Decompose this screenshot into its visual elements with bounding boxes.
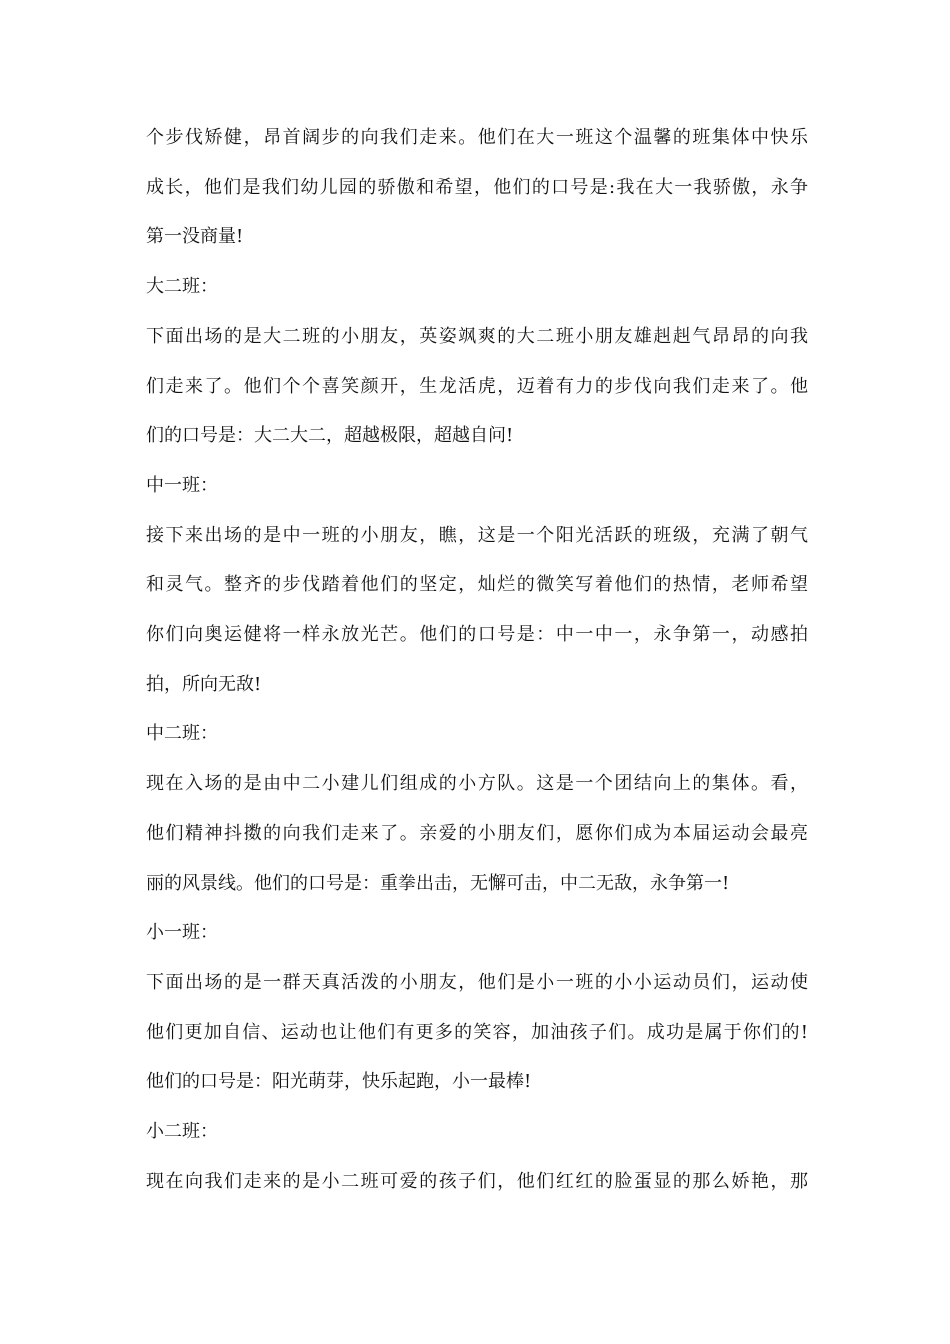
section-heading-zhong-er-ban: 中二班： [146,723,218,744]
text-line: 下面出场的是大二班的小朋友，英姿飒爽的大二班小朋友雄赳赳气昂昂的向我 [146,326,808,347]
text-line: 和灵气。整齐的步伐踏着他们的坚定，灿烂的微笑写着他们的热情，老师希望 [146,574,808,595]
text-line: 丽的风景线。他们的口号是：重拳出击，无懈可击，中二无敌，永争第一! [146,873,730,894]
text-line: 拍，所向无敌! [146,674,262,695]
section-heading-xiao-er-ban: 小二班： [146,1121,218,1142]
text-line: 你们向奥运健将一样永放光芒。他们的口号是：中一中一，永争第一，动感拍 [146,624,808,645]
text-line: 现在向我们走来的是小二班可爱的孩子们，他们红红的脸蛋显的那么娇艳，那 [146,1171,808,1192]
text-line: 接下来出场的是中一班的小朋友，瞧，这是一个阳光活跃的班级，充满了朝气 [146,525,808,546]
text-line: 们走来了。他们个个喜笑颜开，生龙活虎，迈着有力的步伐向我们走来了。他 [146,376,808,397]
section-heading-zhong-yi-ban: 中一班： [146,475,218,496]
text-line: 他们更加自信、运动也让他们有更多的笑容，加油孩子们。成功是属于你们的! [146,1022,808,1043]
text-line: 他们的口号是：阳光萌芽，快乐起跑，小一最棒! [146,1071,532,1092]
text-line: 现在入场的是由中二小建儿们组成的小方队。这是一个团结向上的集体。看， [146,773,808,794]
text-line: 成长，他们是我们幼儿园的骄傲和希望，他们的口号是:我在大一我骄傲，永争 [146,177,808,198]
text-line: 他们精神抖擞的向我们走来了。亲爱的小朋友们，愿你们成为本届运动会最亮 [146,823,808,844]
text-line: 们的口号是：大二大二，超越极限，超越自问! [146,425,514,446]
text-line: 下面出场的是一群天真活泼的小朋友，他们是小一班的小小运动员们，运动使 [146,972,808,993]
text-line: 个步伐矫健，昂首阔步的向我们走来。他们在大一班这个温馨的班集体中快乐 [146,127,808,148]
text-line: 第一没商量! [146,226,244,247]
section-heading-da-er-ban: 大二班： [146,276,218,297]
section-heading-xiao-yi-ban: 小一班： [146,922,218,943]
